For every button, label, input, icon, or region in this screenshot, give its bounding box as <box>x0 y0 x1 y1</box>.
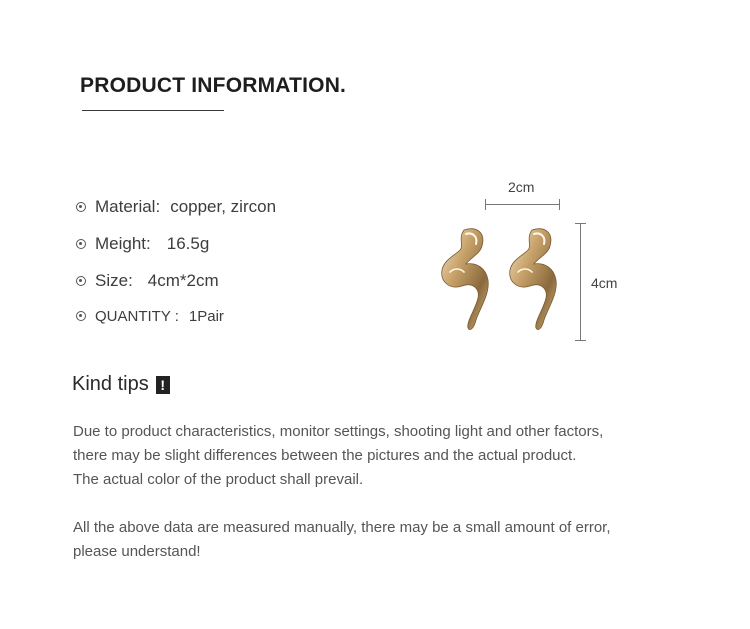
bullet-icon <box>76 311 86 321</box>
tips-line: please understand! <box>73 543 201 560</box>
width-dimension-tick <box>559 199 560 210</box>
spec-size <box>76 269 219 293</box>
bullet-icon <box>76 202 86 212</box>
right-earring <box>510 229 557 330</box>
spec-weight <box>76 232 209 256</box>
spec-label: Meight: <box>95 234 151 253</box>
earrings-image <box>436 224 568 336</box>
tips-line: All the above data are measured manually, there may be a small amount of error, <box>73 519 611 536</box>
width-dimension-label: 2cm <box>508 179 535 195</box>
width-dimension-line <box>486 204 560 205</box>
spec-material <box>76 195 276 219</box>
spec-label: QUANTITY : <box>95 307 179 325</box>
spec-label: Size: <box>95 271 133 290</box>
height-dimension-tick <box>575 223 586 224</box>
kind-tips-heading <box>72 373 170 396</box>
spec-value: 16.5g <box>166 234 210 253</box>
bullet-icon <box>76 239 86 249</box>
height-dimension-label: 4cm <box>591 275 618 291</box>
tips-line: there may be slight differences between the pictures and the actual product. <box>73 447 577 464</box>
tips-line: Due to product characteristics, monitor settings, shooting light and other factors, <box>73 423 604 440</box>
spec-value: 1Pair <box>188 307 224 325</box>
page-title: PRODUCT INFORMATION. <box>80 74 347 97</box>
height-dimension-line <box>580 224 581 340</box>
height-dimension-tick <box>575 340 586 341</box>
width-dimension-tick <box>485 199 486 210</box>
exclamation-icon: ! <box>156 376 170 394</box>
spec-quantity <box>76 304 224 328</box>
kind-tips-title: Kind tips <box>72 373 149 395</box>
spec-label: Material: <box>95 197 161 216</box>
title-underline <box>82 110 224 111</box>
tips-line: The actual color of the product shall prevail. <box>73 471 364 488</box>
spec-value: 4cm*2cm <box>147 271 219 290</box>
tips-paragraph-2 <box>73 516 611 564</box>
left-earring <box>442 229 489 330</box>
spec-value: copper, zircon <box>170 197 277 216</box>
tips-paragraph-1 <box>73 420 603 492</box>
bullet-icon <box>76 276 86 286</box>
